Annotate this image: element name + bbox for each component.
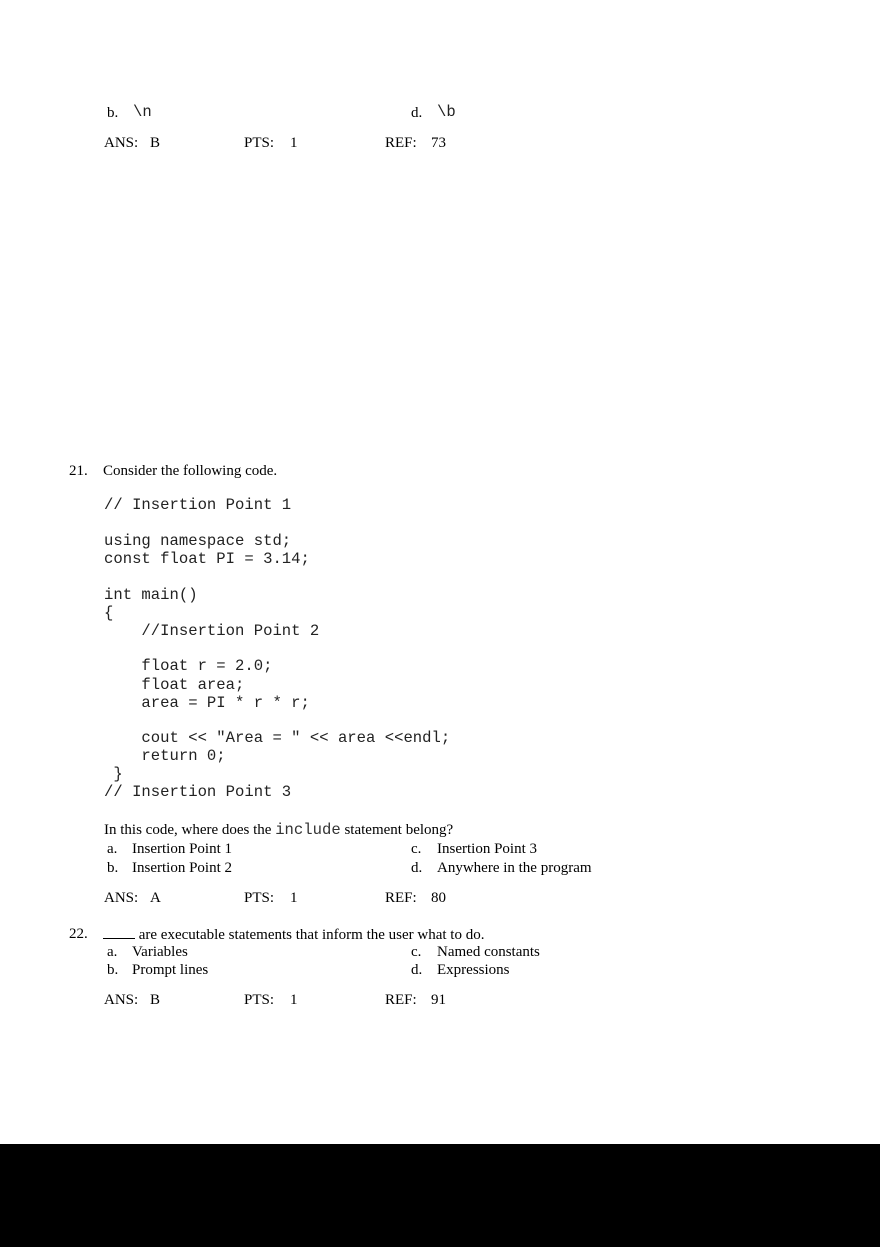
code-line: using namespace std; [104, 532, 292, 550]
choice-letter: b. [107, 105, 119, 121]
code-line: return 0; [104, 747, 226, 765]
choice-text: Insertion Point 2 [132, 860, 232, 876]
choice-letter: b. [107, 860, 119, 876]
pts-label: PTS: [244, 992, 275, 1008]
question-prompt: Consider the following code. [103, 463, 278, 479]
ans-label: ANS: [104, 992, 139, 1008]
choice-text: Expressions [437, 962, 510, 978]
pts-value: 1 [290, 992, 298, 1008]
choice-text: \b [437, 103, 456, 121]
code-line: const float PI = 3.14; [104, 550, 310, 568]
code-line: float area; [104, 676, 245, 694]
choice-text: Variables [132, 944, 188, 960]
code-line: // Insertion Point 1 [104, 496, 292, 514]
choice-letter: d. [411, 962, 423, 978]
code-line: cout << "Area = " << area <<endl; [104, 729, 451, 747]
pts-label: PTS: [244, 135, 275, 151]
choice-text: \n [133, 103, 152, 121]
code-line: // Insertion Point 3 [104, 783, 292, 801]
question-text-pre: In this code, where does the [104, 822, 276, 838]
ref-value: 91 [431, 992, 446, 1008]
choice-text: Insertion Point 3 [437, 841, 537, 857]
code-line: { [104, 604, 114, 622]
ans-value: B [150, 135, 161, 151]
question-number: 21. [69, 463, 88, 479]
ref-label: REF: [385, 992, 417, 1008]
pts-label: PTS: [244, 890, 275, 906]
question-text [104, 821, 453, 839]
page-bottom-black-band [0, 1144, 880, 1247]
ans-value: B [150, 992, 161, 1008]
inline-code: include [275, 821, 341, 839]
question-prompt-text: are executable statements that inform the user what to do. [135, 927, 485, 943]
choice-letter: d. [411, 105, 423, 121]
choice-letter: c. [411, 944, 422, 960]
choice-letter: c. [411, 841, 422, 857]
fill-in-blank [103, 925, 135, 939]
choice-text: Anywhere in the program [437, 860, 592, 876]
choice-letter: a. [107, 841, 118, 857]
code-line: //Insertion Point 2 [104, 622, 320, 640]
ref-label: REF: [385, 135, 417, 151]
ref-label: REF: [385, 890, 417, 906]
choice-letter: a. [107, 944, 118, 960]
choice-letter: b. [107, 962, 119, 978]
question-text-post: statement belong? [340, 822, 454, 838]
question-prompt [103, 925, 484, 944]
ref-value: 73 [431, 135, 446, 151]
code-line: area = PI * r * r; [104, 694, 310, 712]
ans-value: A [150, 890, 161, 906]
pts-value: 1 [290, 890, 298, 906]
ans-label: ANS: [104, 890, 139, 906]
ref-value: 80 [431, 890, 446, 906]
choice-text: Named constants [437, 944, 540, 960]
choice-text: Prompt lines [132, 962, 209, 978]
choice-letter: d. [411, 860, 423, 876]
question-number: 22. [69, 926, 88, 942]
choice-text: Insertion Point 1 [132, 841, 232, 857]
code-line: int main() [104, 586, 198, 604]
pts-value: 1 [290, 135, 298, 151]
ans-label: ANS: [104, 135, 139, 151]
code-line: float r = 2.0; [104, 657, 273, 675]
code-line: } [104, 765, 123, 783]
